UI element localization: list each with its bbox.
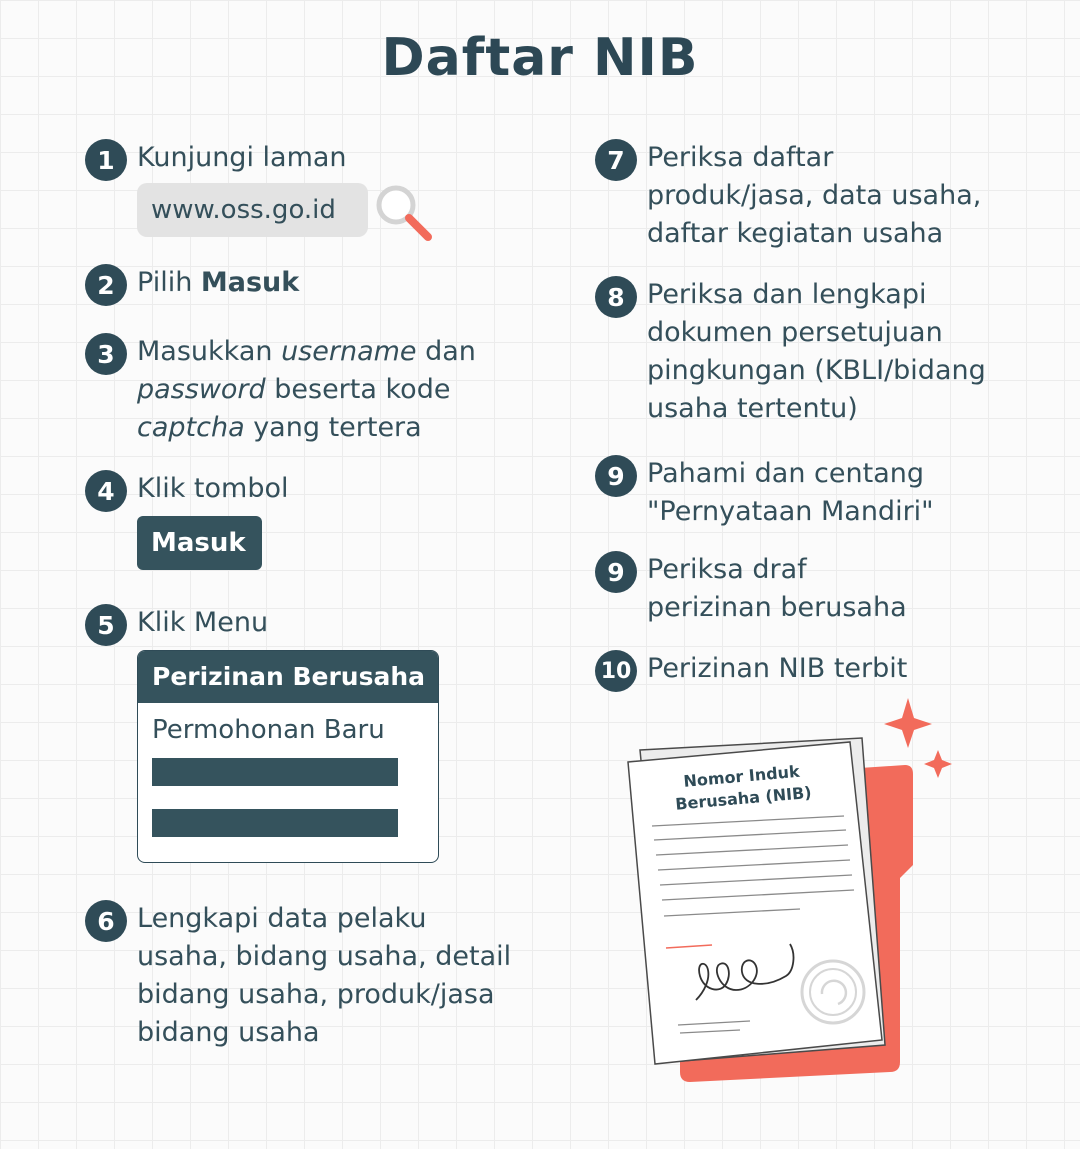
step-text: Klik tombol (137, 473, 289, 504)
step-line: usaha, bidang usaha, detail (137, 941, 512, 972)
step-line: usaha tertentu) (647, 393, 858, 424)
text-em: password (137, 374, 266, 405)
step-text: Perizinan NIB terbit (647, 653, 908, 684)
step-line: pingkungan (KBLI/bidang (647, 355, 986, 386)
text-part: Masukkan (137, 336, 282, 367)
step-text (137, 333, 476, 447)
step-number: 10 (595, 650, 637, 692)
step-line: bidang usaha (137, 1017, 320, 1048)
step-text: Kunjungi laman (137, 142, 347, 173)
step-text: Klik Menu (137, 607, 269, 638)
step-number: 9 (595, 551, 637, 593)
sparkle-icon (924, 750, 952, 778)
page-title: Daftar NIB (381, 28, 699, 88)
menu-item-permohonan-baru[interactable]: Permohonan Baru (152, 715, 385, 745)
step-text (137, 264, 299, 302)
step-line: Periksa dan lengkapi (647, 279, 927, 310)
step-number: 8 (595, 276, 637, 318)
step-line (137, 409, 476, 447)
step-line: daftar kegiatan usaha (647, 218, 944, 249)
step-line: "Pernyataan Mandiri" (647, 496, 934, 527)
step-line: produk/jasa, data usaha, (647, 180, 982, 211)
step-line: Pahami dan centang (647, 458, 924, 489)
step-number: 1 (85, 139, 127, 181)
step-line (137, 371, 476, 409)
step-text (137, 900, 511, 1052)
step-line: Periksa daftar (647, 142, 834, 173)
menu-placeholder-bar (152, 758, 398, 786)
step-number: 4 (85, 470, 127, 512)
nib-document-illustration (600, 690, 980, 1110)
text-part: yang tertera (244, 412, 422, 443)
step-line: Lengkapi data pelaku (137, 903, 427, 934)
step-text (647, 139, 981, 253)
text-em: username (281, 336, 417, 367)
text-part: dan (416, 336, 476, 367)
step-text (647, 276, 986, 428)
menu-placeholder-bar (152, 809, 398, 837)
menu-title[interactable]: Perizinan Berusaha (138, 651, 438, 703)
step-number: 9 (595, 455, 637, 497)
search-icon (374, 183, 436, 245)
step-line: Periksa draf (647, 554, 807, 585)
step-number: 6 (85, 900, 127, 942)
step-text-prefix: Pilih (137, 267, 201, 298)
step-number: 3 (85, 333, 127, 375)
step-text-bold: Masuk (200, 267, 300, 298)
sparkle-icon (884, 698, 932, 748)
step-line: dokumen persetujuan (647, 317, 943, 348)
step-number: 5 (85, 604, 127, 646)
step-number: 7 (595, 139, 637, 181)
step-text (647, 455, 934, 531)
text-part: beserta kode (265, 374, 451, 405)
menu-card (137, 650, 439, 863)
masuk-button[interactable]: Masuk (137, 516, 262, 570)
document-title-line1: Nomor Induk (682, 761, 801, 791)
text-em: captcha (137, 412, 245, 443)
step-line: bidang usaha, produk/jasa (137, 979, 495, 1010)
step-line: perizinan berusaha (647, 592, 907, 623)
step-number: 2 (85, 264, 127, 306)
step-line (137, 333, 476, 371)
document-title-line2: Berusaha (NIB) (674, 782, 813, 814)
url-box[interactable]: www.oss.go.id (137, 183, 368, 237)
step-text (647, 551, 907, 627)
